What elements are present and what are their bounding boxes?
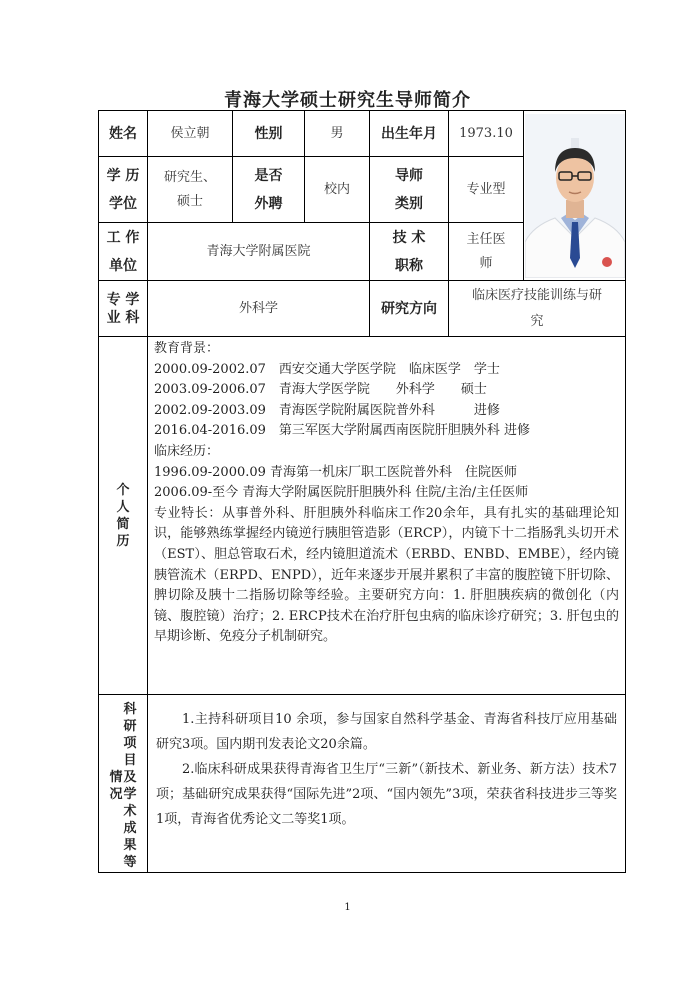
- resume-line: 临床经历：: [154, 443, 220, 459]
- page-title: 青海大学硕士研究生导师简介: [224, 90, 471, 111]
- work-unit-label: 工 作 单位: [99, 223, 148, 281]
- research-label-col-b: 情 况: [109, 770, 123, 802]
- resume-line: 2003.09-2006.07 青海大学医学院 外科学 硕士: [154, 382, 487, 398]
- portrait-photo: [525, 114, 625, 278]
- supervisor-info-table: [98, 110, 626, 873]
- resume-specialty: 专业特长：从事普外科、肝胆胰外科临床工作20余年，具有扎实的基础理论知识，能够熟练掌握经内镜逆行胰胆管造影（ERCP），内镜下十二指肠乳头切开术（EST）、胆总管取石术，经内镜胆道流术（ERBD、ENBD、EMBE），经内镜胰管流术（ERPD、ENPD），近年来逐步开展并累积了丰富的腹腔镜下肝切除、脾切除及胰十二指肠切除等经验。主要研究方向：1. 肝胆胰疾病的微创化（内镜、腹腔镜）治疗；2. ERCP技术在治疗肝包虫病的临床诊疗研究；3. 肝包虫的早期诊断、免疫分子机制研究。: [154, 505, 619, 645]
- research-direction-label: 研究方向: [370, 281, 449, 337]
- name-value: 侯立朝: [148, 111, 233, 157]
- birth-value: 1973.10: [449, 111, 524, 157]
- title-value: 主任医 师: [449, 223, 524, 281]
- research-content: [148, 695, 626, 873]
- portrait-image-icon: [525, 114, 625, 278]
- external-value: 校内: [305, 157, 370, 223]
- name-label: 姓名: [99, 111, 148, 157]
- education-value: 研究生、 硕士: [148, 157, 233, 223]
- discipline-label: 专 学 业 科: [99, 281, 148, 337]
- resume-content: [148, 337, 626, 695]
- resume-line: 2002.09-2003.09 青海医学院附属医院普外科 进修: [154, 402, 500, 418]
- external-label: 是否 外聘: [233, 157, 305, 223]
- resume-line: 2000.09-2002.07 西安交通大学医学院 临床医学 学士: [154, 361, 500, 377]
- photo-cell: [524, 111, 626, 281]
- page-number: 1: [344, 902, 351, 913]
- gender-label: 性别: [233, 111, 305, 157]
- resume-line: 2006.09-至今 青海大学附属医院肝胆胰外科 住院/主治/主任医师: [154, 485, 529, 501]
- resume-line: 1996.09-2000.09 青海第一机床厂职工医院普外科 住院医师: [154, 464, 518, 480]
- research-item: 2.临床科研成果获得青海省卫生厅“三新”（新技术、新业务、新方法）技术7项；基础研究成果获得“国际先进”2项、“国内领先”3项，荣获省科技进步三等奖1项，青海省优秀论文二等奖1项。: [156, 762, 617, 827]
- education-label: 学 历 学位: [99, 157, 148, 223]
- work-unit-value: 青海大学附属医院: [148, 223, 370, 281]
- research-item: 1.主持科研项目10 余项，参与国家自然科学基金、青海省科技厅应用基础研究3项。国内期刊发表论文20余篇。: [156, 712, 617, 752]
- research-label-col-a: 科 研 项 目 及 学 术 成 果 等: [123, 702, 137, 870]
- gender-value: 男: [305, 111, 370, 157]
- discipline-value: 外科学: [148, 281, 370, 337]
- resume-line: 2016.04-2016.09 第三军医大学附属西南医院肝胆胰外科 进修: [154, 423, 531, 439]
- supervisor-type-value: 专业型: [449, 157, 524, 223]
- birth-label: 出生年月: [370, 111, 449, 157]
- supervisor-type-label: 导师 类别: [370, 157, 449, 223]
- research-direction-value: 临床医疗技能训练与研 究: [449, 281, 626, 337]
- title-label: 技 术 职称: [370, 223, 449, 281]
- resume-line: 教育背景：: [154, 341, 220, 356]
- research-label: [99, 695, 148, 873]
- resume-label: 个 人 简 历: [99, 337, 148, 695]
